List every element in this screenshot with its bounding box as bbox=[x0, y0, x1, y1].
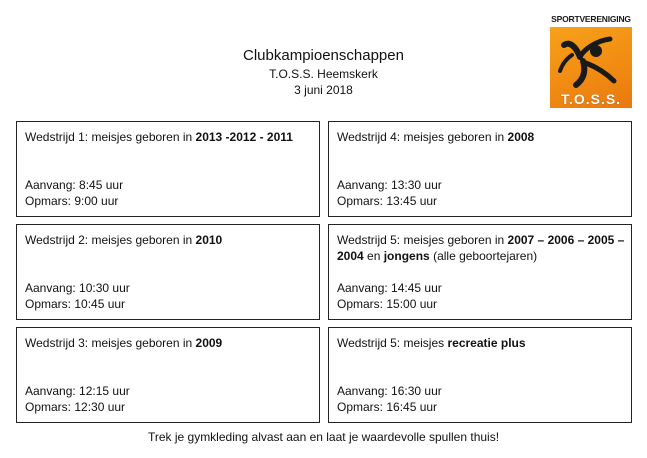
competition-title bbox=[25, 335, 313, 351]
start-time: Aanvang: 12:15 uur bbox=[25, 384, 130, 398]
march-time: Opmars: 13:45 uur bbox=[337, 194, 438, 208]
march-time: Opmars: 12:30 uur bbox=[25, 400, 126, 414]
logo-tile bbox=[550, 27, 632, 108]
title-text: Wedstrijd 4: meisjes geboren in bbox=[337, 130, 508, 144]
birth-years: 2010 bbox=[195, 233, 223, 247]
competition-card-2 bbox=[16, 224, 320, 320]
title-text: Wedstrijd 2: meisjes geboren in bbox=[25, 233, 196, 247]
birth-years: 2009 bbox=[195, 336, 223, 350]
competition-card-3 bbox=[16, 327, 320, 423]
march-time: Opmars: 10:45 uur bbox=[25, 297, 126, 311]
logo-brand-text: SPORTVERENIGING bbox=[551, 14, 631, 24]
competition-card-1 bbox=[16, 121, 320, 217]
title-text: Wedstrijd 5: meisjes geboren in bbox=[337, 233, 508, 247]
march-time: Opmars: 9:00 uur bbox=[25, 194, 119, 208]
club-name: T.O.S.S. Heemskerk bbox=[269, 67, 378, 81]
march-time: Opmars: 16:45 uur bbox=[337, 400, 438, 414]
birth-years: 2007 – 2006 – 2005 – 2004 bbox=[337, 233, 625, 263]
footer-note: Trek je gymkleding alvast aan en laat je waardevolle spullen thuis! bbox=[147, 430, 500, 444]
title-text: Wedstrijd 5: meisjes bbox=[337, 336, 448, 350]
title-text: Wedstrijd 3: meisjes geboren in bbox=[25, 336, 196, 350]
title-conjunction: en bbox=[363, 249, 384, 263]
competition-title bbox=[25, 129, 313, 145]
title-suffix: (alle geboortejaren) bbox=[429, 249, 538, 263]
boys-label: jongens bbox=[383, 249, 430, 263]
start-time: Aanvang: 16:30 uur bbox=[337, 384, 442, 398]
competition-title bbox=[25, 232, 313, 248]
start-time: Aanvang: 14:45 uur bbox=[337, 281, 442, 295]
competition-title bbox=[337, 129, 625, 145]
start-time: Aanvang: 13:30 uur bbox=[337, 178, 442, 192]
title-text: Wedstrijd 1: meisjes geboren in bbox=[25, 130, 196, 144]
competition-card-4 bbox=[328, 121, 632, 217]
club-logo bbox=[549, 14, 633, 108]
document-title: Clubkampioenschappen bbox=[243, 47, 404, 64]
birth-years: 2008 bbox=[507, 130, 535, 144]
birth-years: 2013 -2012 - 2011 bbox=[195, 130, 293, 144]
competition-title bbox=[337, 335, 625, 351]
logo-name: T.O.S.S. bbox=[560, 91, 622, 107]
competition-title bbox=[337, 232, 625, 264]
competition-card-5a bbox=[328, 224, 632, 320]
category-label: recreatie plus bbox=[447, 336, 526, 350]
start-time: Aanvang: 8:45 uur bbox=[25, 178, 124, 192]
start-time: Aanvang: 10:30 uur bbox=[25, 281, 130, 295]
march-time: Opmars: 15:00 uur bbox=[337, 297, 438, 311]
competition-card-5b bbox=[328, 327, 632, 423]
event-date: 3 juni 2018 bbox=[294, 83, 353, 97]
